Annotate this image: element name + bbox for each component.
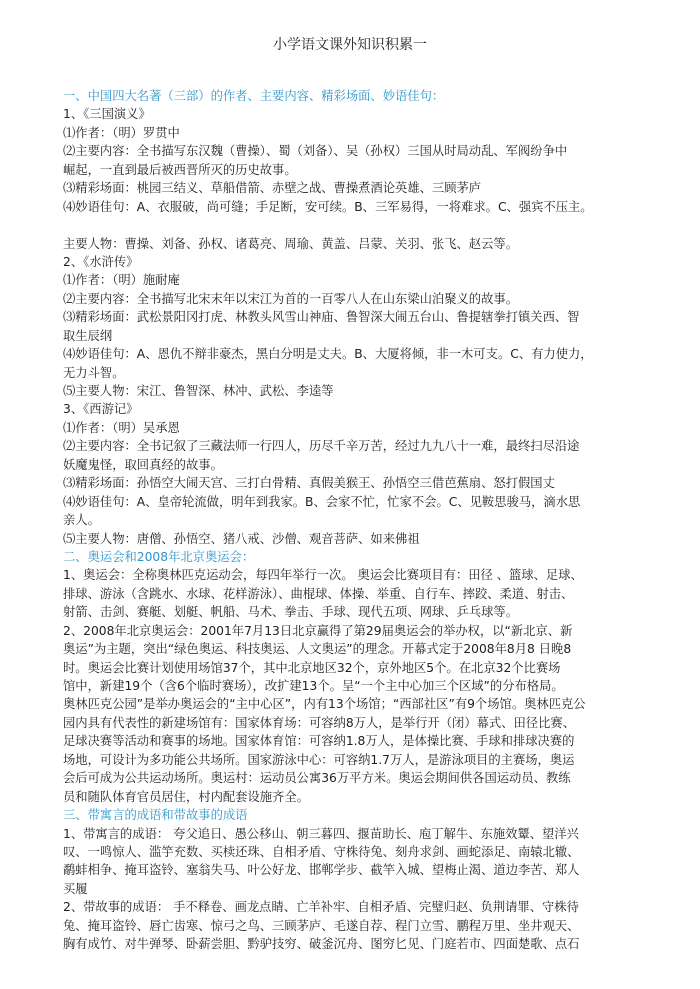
text-line: 1、奥运会：全称奥林匹克运动会，每四年举行一次。 奥运会比赛项目有：田径 、篮球、足球、 bbox=[63, 568, 583, 583]
text-line: 时。奥运会比赛计划使用场馆37个，其中北京地区32个，京外地区5个。在北京32个比赛场 bbox=[63, 660, 561, 675]
text-line: 1、带寓言的成语： 夸父追日、愚公移山、朝三暮四、揠苗助长、庖丁解牛、东施效颦、望洋兴 bbox=[63, 826, 579, 841]
text-line: ⑷妙语佳句：A、衣服破，尚可缝；手足断，安可续。B、三军易得，一将难求。C、强宾不压主。 bbox=[63, 199, 593, 214]
text-line: 奥运”为主题，突出“绿色奥运、科技奥运、人文奥运”的理念。开幕式定于2008年8月8 日晚8 bbox=[63, 642, 572, 657]
text-line: ⑴作者：（明）施耐庵 bbox=[63, 273, 180, 288]
text-line: 员和随队体育官员居住，村内配套设施齐全。 bbox=[63, 789, 309, 804]
text-line: ⑵主要内容：全书记叙了三藏法师一行四人，历尽千辛万苦，经过九九八十一难，最终扫尽沿途 bbox=[63, 439, 580, 454]
text-line: ⑶精彩场面：桃园三结义、草船借箭、赤壁之战、曹操煮酒论英雄、三顾茅庐 bbox=[63, 181, 482, 196]
text-line: 胸有成竹、对牛弹琴、卧薪尝胆、黔驴技穷、破釜沉舟、图穷匕见、门庭若市、四面楚歌、点石 bbox=[63, 937, 580, 952]
text-line: 场地，可设计为多功能公共场所。国家游泳中心：可容纳1.7万人，是游泳项目的主赛场，奥运 bbox=[63, 752, 575, 767]
text-line: ⑸主要人物：宋江、鲁智深、林冲、武松、李逵等 bbox=[63, 384, 334, 398]
text-line: 排球、游泳（含跳水、水球、花样游泳）、曲棍球、体操、举重、自行车、摔跤、柔道、射击、 bbox=[63, 586, 574, 601]
text-line: 射箭、击剑、赛艇、划艇、帆船、马术、拳击、手球、现代五项、网球、乒乓球等。 bbox=[63, 605, 518, 620]
text-line: 奥林匹克公园”是举办奥运会的“主中心区”，内有13个场馆；“西部社区”有9个场馆。奥林匹克公 bbox=[63, 697, 586, 712]
text-line: ⑶精彩场面：武松景阳冈打虎、林教头风雪山神庙、鲁智深大闹五台山、鲁提辖拳打镇关西、智 bbox=[63, 310, 580, 325]
blank-line bbox=[63, 216, 675, 234]
text-line: 2、《水浒传》 bbox=[63, 254, 139, 269]
text-line: 妖魔鬼怪，取回真经的故事。 bbox=[63, 457, 223, 472]
text-line: 园内具有代表性的新建场馆有：国家体育场：可容纳8万人，是举行开（闭）幕式、田径比赛、 bbox=[63, 715, 575, 730]
text-line: 足球决赛等活动和赛事的场地。国家体育馆：可容纳1.8万人，是体操比赛、手球和排球决赛的 bbox=[63, 734, 575, 749]
text-line: 3、《西游记》 bbox=[63, 402, 139, 417]
text-line: ⑵主要内容：全书描写东汉魏（曹操）、蜀（刘备）、吴（孙权）三国从时局动乱、军阀纷争中 bbox=[63, 144, 568, 159]
text-line: ⑸主要人物：唐僧、孙悟空、猪八戒、沙僧、观音菩萨、如来佛祖 bbox=[63, 531, 420, 546]
text-line: 2、带故事的成语： 手不释卷、画龙点睛、亡羊补牢、自相矛盾、完璧归赵、负荆请罪、守株待 bbox=[63, 900, 579, 915]
text-line: 崛起，一直到最后被西晋所灭的历史故事。 bbox=[63, 162, 297, 177]
text-line: ⑴作者：（明）罗贯中 bbox=[63, 125, 180, 140]
text-line: 兔、掩耳盗铃、唇亡齿寒、惊弓之鸟、三顾茅庐、毛遂自荐、程门立雪、鹏程万里、坐井观天、 bbox=[63, 918, 580, 933]
text-line: 无力斗智。 bbox=[63, 365, 125, 380]
text-line: 叹、一鸣惊人、滥竽充数、买椟还珠、自相矛盾、守株待兔、刻舟求剑、画蛇添足、南辕北辙、 bbox=[63, 844, 580, 859]
text-line: ⑶精彩场面：孙悟空大闹天宫、三打白骨精、真假美猴王、孙悟空三借芭蕉扇、怒打假国丈 bbox=[63, 476, 555, 491]
section-heading: 三、带寓言的成语和带故事的成语 bbox=[63, 808, 248, 823]
section-heading: 二、奥运会和2008年北京奥运会： bbox=[63, 549, 255, 564]
text-line: ⑷妙语佳句：A、恩仇不辩非豪杰，黑白分明是丈夫。B、大厦将倾，非一木可支。C、有力使力， bbox=[63, 347, 593, 362]
text-line: ⑵主要内容：全书描写北宋末年以宋江为首的一百零八人在山东梁山泊聚义的故事。 bbox=[63, 291, 518, 306]
text-line: 亲人。 bbox=[63, 513, 100, 528]
text-line: 会后可成为公共运动场所。奥运村：运动员公寓36万平方米。奥运会期间供各国运动员、教练 bbox=[63, 771, 571, 786]
document-body bbox=[63, 87, 675, 954]
text-line: 主要人物：曹操、刘备、孙权、诸葛亮、周瑜、黄盖、吕蒙、关羽、张飞、赵云等。 bbox=[63, 236, 518, 251]
text-line: 1、《三国演义》 bbox=[63, 107, 151, 122]
text-line: 取生辰纲 bbox=[63, 328, 113, 343]
text-line: 2、2008年北京奥运会：2001年7月13日北京赢得了第29届奥运会的举办权，以“新北京、新 bbox=[63, 623, 573, 638]
text-line: 买履 bbox=[63, 881, 88, 896]
text-line: 馆中，新建19个（含6个临时赛场），改扩建13个。呈“一个主中心加三个区域”的分布格局。 bbox=[63, 679, 564, 693]
text-line: 鹬蚌相争、掩耳盗铃、塞翁失马、叶公好龙、邯郸学步、截竿入城、望梅止渴、道边李苦、郑人 bbox=[63, 863, 580, 878]
section-heading: 一、中国四大名著（三部）的作者、主要内容、精彩场面、妙语佳句： bbox=[63, 89, 445, 103]
text-line: ⑴作者：（明）吴承恩 bbox=[63, 420, 180, 435]
text-line: ⑷妙语佳句：A、皇帝轮流做，明年到我家。B、会家不忙，忙家不会。C、见鞍思骏马，滴水思 bbox=[63, 494, 581, 509]
page-title: 小学语文课外知识积累一 bbox=[273, 37, 427, 53]
